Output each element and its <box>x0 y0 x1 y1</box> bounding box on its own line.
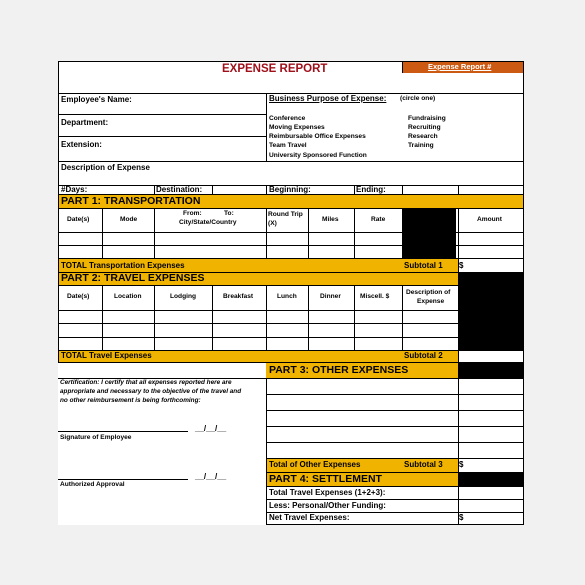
purpose-option[interactable]: Research <box>408 133 438 140</box>
column-header: Date(s) <box>67 293 90 300</box>
purpose-option[interactable]: Moving Expenses <box>269 124 325 131</box>
column-header: Expense <box>417 298 445 305</box>
report-number-label: Expense Report # <box>428 62 492 71</box>
blocked-cell <box>458 472 524 486</box>
employee-name-label: Employee's Name: <box>61 95 132 104</box>
expense-report-form <box>58 61 524 525</box>
department-label: Department: <box>61 118 109 127</box>
column-header: From: <box>183 210 202 217</box>
destination-label: Destination: <box>156 185 203 194</box>
purpose-option[interactable]: University Sponsored Function <box>269 152 367 159</box>
column-header: To: <box>224 210 234 217</box>
approval-label: Authorized Approval <box>60 481 125 488</box>
column-header: Lodging <box>170 293 196 300</box>
currency-symbol: $ <box>459 261 464 270</box>
column-header: Breakfast <box>223 293 254 300</box>
column-header: (X) <box>268 220 277 227</box>
certification-text: no other reimbursement is being forthcoming: <box>60 397 201 404</box>
purpose-option[interactable]: Fundraising <box>408 115 446 122</box>
column-header: Dinner <box>320 293 341 300</box>
column-header: Miscell. $ <box>360 293 390 300</box>
subtotal-1-label: Subtotal 1 <box>404 261 443 270</box>
currency-symbol: $ <box>459 460 464 469</box>
part2-total-label: TOTAL Travel Expenses <box>61 351 152 360</box>
purpose-option[interactable]: Team Travel <box>269 142 307 149</box>
blocked-cell <box>458 272 524 350</box>
column-header: Mode <box>120 216 138 223</box>
circle-one-label: (circle one) <box>400 95 436 102</box>
column-header: Lunch <box>277 293 297 300</box>
certification-text: Certification: I certify that all expenses reported here are <box>60 379 232 386</box>
net-travel-label: Net Travel Expenses: <box>269 513 350 522</box>
less-funding-label: Less: Personal/Other Funding: <box>269 501 386 510</box>
column-header: Amount <box>477 216 502 223</box>
days-label: #Days: <box>61 185 88 194</box>
part1-total-label: TOTAL Transportation Expenses <box>61 261 185 270</box>
column-header: Date(s) <box>67 216 90 223</box>
column-header: Rate <box>371 216 386 223</box>
part2-title: PART 2: TRAVEL EXPENSES <box>61 272 205 284</box>
part1-title: PART 1: TRANSPORTATION <box>61 195 201 207</box>
beginning-label: Beginning: <box>269 185 311 194</box>
part3-total-label: Total of Other Expenses <box>269 460 361 469</box>
description-label: Description of Expense <box>61 163 150 172</box>
subtotal-2-label: Subtotal 2 <box>404 351 443 360</box>
column-header: Miles <box>322 216 339 223</box>
purpose-option[interactable]: Conference <box>269 115 306 122</box>
column-header: Round Trip <box>268 211 303 218</box>
column-header: City/State/Country <box>179 219 237 226</box>
certification-text: appropriate and necessary to the objective of the travel and <box>60 388 242 395</box>
business-purpose-label: Business Purpose of Expense: <box>269 94 387 103</box>
part4-title: PART 4: SETTLEMENT <box>269 473 382 485</box>
total-travel-label: Total Travel Expenses (1+2+3): <box>269 488 386 497</box>
extension-label: Extension: <box>61 140 102 149</box>
blocked-cell <box>458 362 524 378</box>
purpose-option[interactable]: Training <box>408 142 434 149</box>
date-blank[interactable]: __/__/__ <box>195 424 227 433</box>
purpose-option[interactable]: Recruiting <box>408 124 441 131</box>
report-title: EXPENSE REPORT <box>222 63 328 75</box>
date-blank[interactable]: __/__/__ <box>195 472 227 481</box>
blocked-cell <box>402 208 456 258</box>
signature-label: Signature of Employee <box>60 434 132 441</box>
subtotal-3-label: Subtotal 3 <box>404 460 443 469</box>
part3-title: PART 3: OTHER EXPENSES <box>269 364 409 376</box>
purpose-option[interactable]: Reimbursable Office Expenses <box>269 133 366 140</box>
currency-symbol: $ <box>459 513 464 522</box>
column-header: Location <box>114 293 142 300</box>
column-header: Description of <box>406 289 451 296</box>
ending-label: Ending: <box>356 185 386 194</box>
